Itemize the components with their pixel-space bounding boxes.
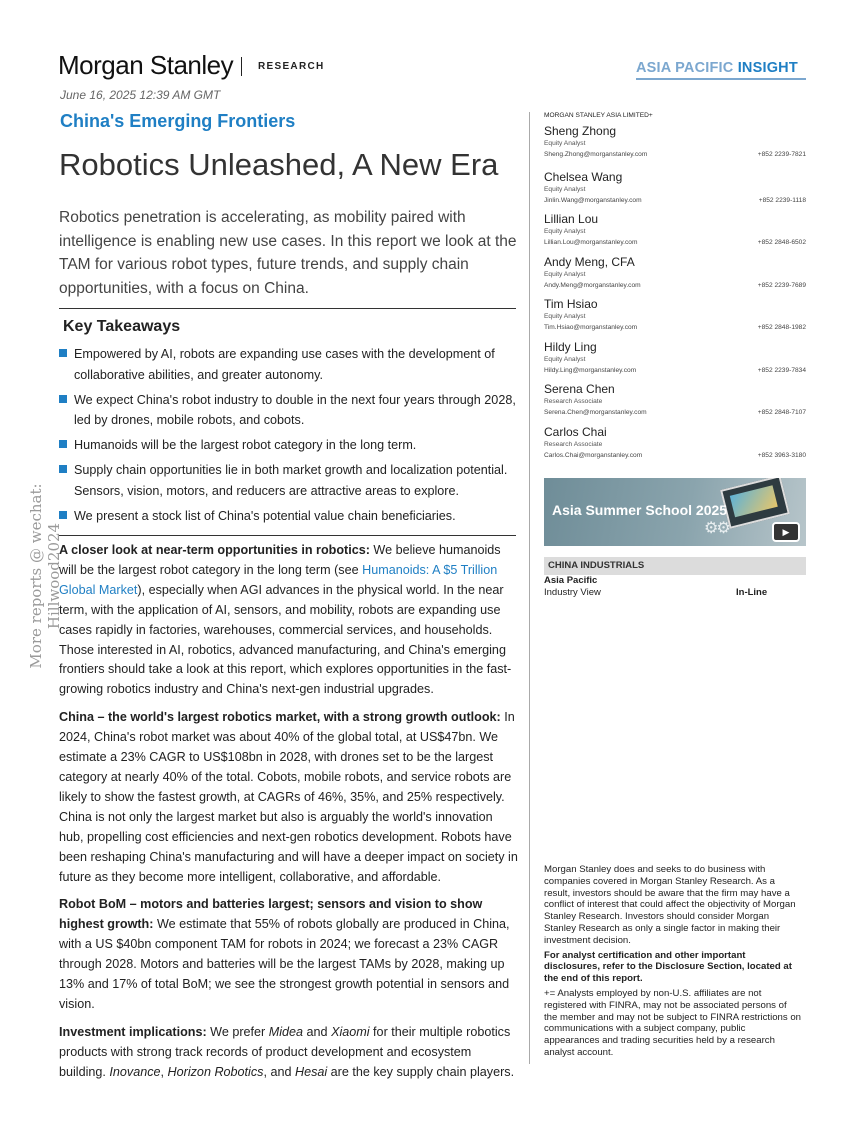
takeaway-text: We expect China's robot industry to double in the next four years through 2028, led by drones, mobile robots, and cobots. [74, 392, 516, 427]
morgan-stanley-logo: Morgan Stanley [58, 50, 234, 80]
paragraph-text: , [160, 1064, 168, 1079]
summer-school-banner[interactable] [544, 478, 806, 546]
analyst-name: Serena Chen [544, 382, 615, 396]
body-paragraph [59, 541, 519, 700]
play-icon[interactable]: ▶ [772, 522, 800, 542]
paragraph-lead: Robot BoM – motors and batteries largest; sensors and vision to show highest growth: [59, 897, 483, 932]
analyst-name: Sheng Zhong [544, 124, 617, 138]
takeaway-item [59, 506, 519, 527]
paragraph-lead: Investment implications: [59, 1024, 207, 1039]
report-title: Robotics Unleashed, A New Era [59, 147, 499, 182]
analyst-role: Equity Analyst [544, 356, 586, 363]
analyst-role: Research Associate [544, 441, 603, 448]
paragraph-text: We prefer [206, 1024, 269, 1039]
analyst-phone: +852 3963-3180 [757, 452, 806, 459]
analyst-name: Carlos Chai [544, 425, 607, 439]
publish-date: June 16, 2025 12:39 AM GMT [60, 88, 221, 102]
analyst-card [544, 124, 806, 160]
industry-view-label: Industry View [544, 587, 601, 598]
analyst-phone: +852 2239-7689 [757, 282, 806, 289]
analyst-role: Equity Analyst [544, 140, 586, 147]
paragraph-text: and [303, 1024, 332, 1039]
paragraph-text: We estimate that 55% of robots globally are produced in China, with a US $40bn component TAM for robots in 2024; we forecast a 23% CAGR through 2028. Motors and batteries will be the largest TAMs by 2028, making up 13% and 17% of total BoM; we see the strongest growth potential in sensors and vision. [59, 917, 510, 1011]
analyst-email[interactable]: Andy.Meng@morganstanley.com [544, 282, 641, 289]
analyst-name: Andy Meng, CFA [544, 255, 635, 269]
logo-divider [241, 57, 242, 76]
region-label: Asia Pacific [544, 575, 598, 586]
entity-name: MORGAN STANLEY ASIA LIMITED+ [544, 112, 653, 119]
disclosures [544, 864, 802, 1062]
analyst-phone: +852 2239-1118 [758, 197, 806, 204]
analyst-phone: +852 2848-1982 [757, 324, 806, 331]
paragraph-lead: China – the world's largest robotics market, with a strong growth outlook: [59, 710, 501, 725]
analyst-email[interactable]: Jinlin.Wang@morganstanley.com [544, 197, 642, 204]
analyst-contact [544, 195, 806, 206]
analyst-name: Tim Hsiao [544, 297, 598, 311]
bullet-square-icon [59, 395, 67, 403]
analyst-card [544, 170, 806, 206]
company-name: Inovance [109, 1064, 161, 1079]
insight-underline [636, 78, 806, 80]
report-summary: Robotics penetration is accelerating, as mobility paired with intelligence is enabling new use cases. In this report we look at the TAM for various robot types, future trends, and supply chain opportunities, with a focus on China. [59, 209, 517, 297]
analyst-email[interactable]: Lillian.Lou@morganstanley.com [544, 239, 638, 246]
takeaway-item [59, 435, 519, 456]
analyst-contact [544, 407, 806, 418]
analyst-role: Research Associate [544, 398, 603, 405]
analyst-contact [544, 280, 806, 291]
analyst-card [544, 425, 806, 461]
analyst-email[interactable]: Hildy.Ling@morganstanley.com [544, 367, 637, 374]
paragraph-text: are the key supply chain players. [327, 1064, 515, 1079]
takeaways-title: Key Takeaways [63, 318, 181, 335]
analyst-phone: +852 2848-7107 [757, 409, 806, 416]
analyst-phone: +852 2239-7821 [757, 151, 806, 158]
takeaways-bottom-rule [59, 535, 516, 536]
paragraph-text: for their multiple robotics products with strong track records of product development and ecosystem building. [59, 1024, 511, 1079]
takeaways-top-rule [59, 308, 516, 309]
takeaway-text: Empowered by AI, robots are expanding use cases with the development of collaborative abilities, and greater autonomy. [74, 347, 495, 382]
banner-title: Asia Summer School 2025 [552, 502, 728, 518]
industry-bar [544, 557, 806, 575]
takeaway-item [59, 460, 519, 501]
paragraph-text: ), especially when AGI advances in the physical world. In the near term, with the application of AI, sensors, and mobility, robots are expanding use cases rapidly in factories, warehouses, commercial services, and households. Those interested in AI, robotics, advanced manufacturing, and China's emerging frontiers should take a look at this report, which explores opportunities in the fast-growing robotics industry and China's next-gen industrial upgrades. [59, 582, 512, 697]
analyst-contact [544, 450, 806, 461]
paragraph-text: We believe humanoids will be the largest robot category in the long term (see [59, 543, 501, 577]
insight-label-type: INSIGHT [737, 60, 798, 76]
company-name: Midea [268, 1024, 304, 1039]
industry-view-value: In-Line [736, 587, 768, 598]
disclosure-text: Morgan Stanley does and seeks to do business with companies covered in Morgan Stanley Research. As a result, investors should be aware that the firm may have a conflict of interest that could affect the objectivity of Morgan Stanley Research. Investors should consider Morgan Stanley Research as only a single factor in making their investment decision. [544, 864, 796, 946]
analyst-email[interactable]: Serena.Chen@morganstanley.com [544, 409, 647, 416]
paragraph-text: In 2024, China's robot market was about 40% of the global total, at US$47bn. We estimate a 23% CAGR to US$108bn in 2028, with drones set to be the largest category at nearly 40% of the total. Cobots, mobile robots, and service robots are likely to show the fastest growth, at CAGRs of 46%, 35%, and 25% respectively. China is not only the largest market but also is arguably the world's innovation hub, propelling cost efficiencies and next-gen robotics development. Robots have been reshaping China's manufacturing and will have a deeper impact on society in future as they become more intelligent, collaborative, and affordable. [59, 710, 518, 884]
insight-label [636, 60, 798, 76]
section-label: RESEARCH [258, 61, 325, 72]
disclosure-text: For analyst certification and other important disclosures, refer to the Disclosure Section, located at the end of this report. [544, 949, 792, 985]
analyst-email[interactable]: Sheng.Zhong@morganstanley.com [544, 151, 648, 158]
analyst-card [544, 212, 806, 248]
takeaway-text: Humanoids will be the largest robot category in the long term. [74, 438, 417, 452]
company-name: Xiaomi [331, 1024, 370, 1039]
analyst-email[interactable]: Tim.Hsiao@morganstanley.com [544, 324, 638, 331]
analyst-card [544, 382, 806, 418]
analyst-name: Hildy Ling [544, 340, 597, 354]
paragraph-text: , and [263, 1064, 295, 1079]
industry-name: CHINA INDUSTRIALS [548, 560, 645, 571]
takeaway-item [59, 390, 519, 431]
disclosure-text: += Analysts employed by non-U.S. affiliates are not registered with FINRA, may not be associated persons of the member and may not be subject to FINRA restrictions on communications with a subject company, public appearances and trading securities held by a research analyst account. [544, 987, 802, 1058]
analyst-contact [544, 322, 806, 333]
analyst-role: Equity Analyst [544, 313, 586, 320]
report-series: China's Emerging Frontiers [60, 111, 296, 131]
analyst-email[interactable]: Carlos.Chai@morganstanley.com [544, 452, 643, 459]
humanoids-report-link[interactable]: Humanoids: A $5 Trillion Global Market [59, 562, 498, 597]
body-paragraph [59, 895, 519, 1014]
insight-label-region: ASIA PACIFIC [636, 60, 734, 76]
gears-icon: ⚙⚙ [704, 520, 729, 537]
paragraph-lead: A closer look at near-term opportunities in robotics: [59, 543, 370, 557]
bullet-square-icon [59, 349, 67, 357]
report-body [59, 541, 519, 1091]
analyst-card [544, 255, 806, 291]
analyst-role: Equity Analyst [544, 186, 586, 193]
analyst-card [544, 297, 806, 333]
analyst-phone: +852 2239-7834 [757, 367, 806, 374]
analyst-name: Lillian Lou [544, 212, 599, 226]
analyst-phone: +852 2848-6502 [757, 239, 806, 246]
sidebar-divider [529, 112, 530, 1064]
analyst-name: Chelsea Wang [544, 170, 623, 184]
watermark: More reports @ wechat: Hillwood2024 [27, 483, 63, 669]
analyst-role: Equity Analyst [544, 271, 586, 278]
takeaway-text: Supply chain opportunities lie in both market growth and localization potential. Sensors, vision, motors, and reducers are attractive areas to explore. [74, 463, 508, 498]
body-paragraph [59, 1023, 519, 1083]
analyst-card [544, 340, 806, 376]
takeaway-text: We present a stock list of China's potential value chain beneficiaries. [74, 508, 456, 523]
takeaways-list [59, 344, 519, 531]
takeaway-item [59, 344, 519, 385]
analyst-contact [544, 365, 806, 376]
analyst-role: Equity Analyst [544, 228, 586, 235]
analyst-contact [544, 149, 806, 160]
analyst-contact [544, 237, 806, 248]
body-paragraph [59, 708, 519, 887]
company-name: Hesai [294, 1064, 328, 1079]
company-name: Horizon Robotics [167, 1064, 264, 1079]
